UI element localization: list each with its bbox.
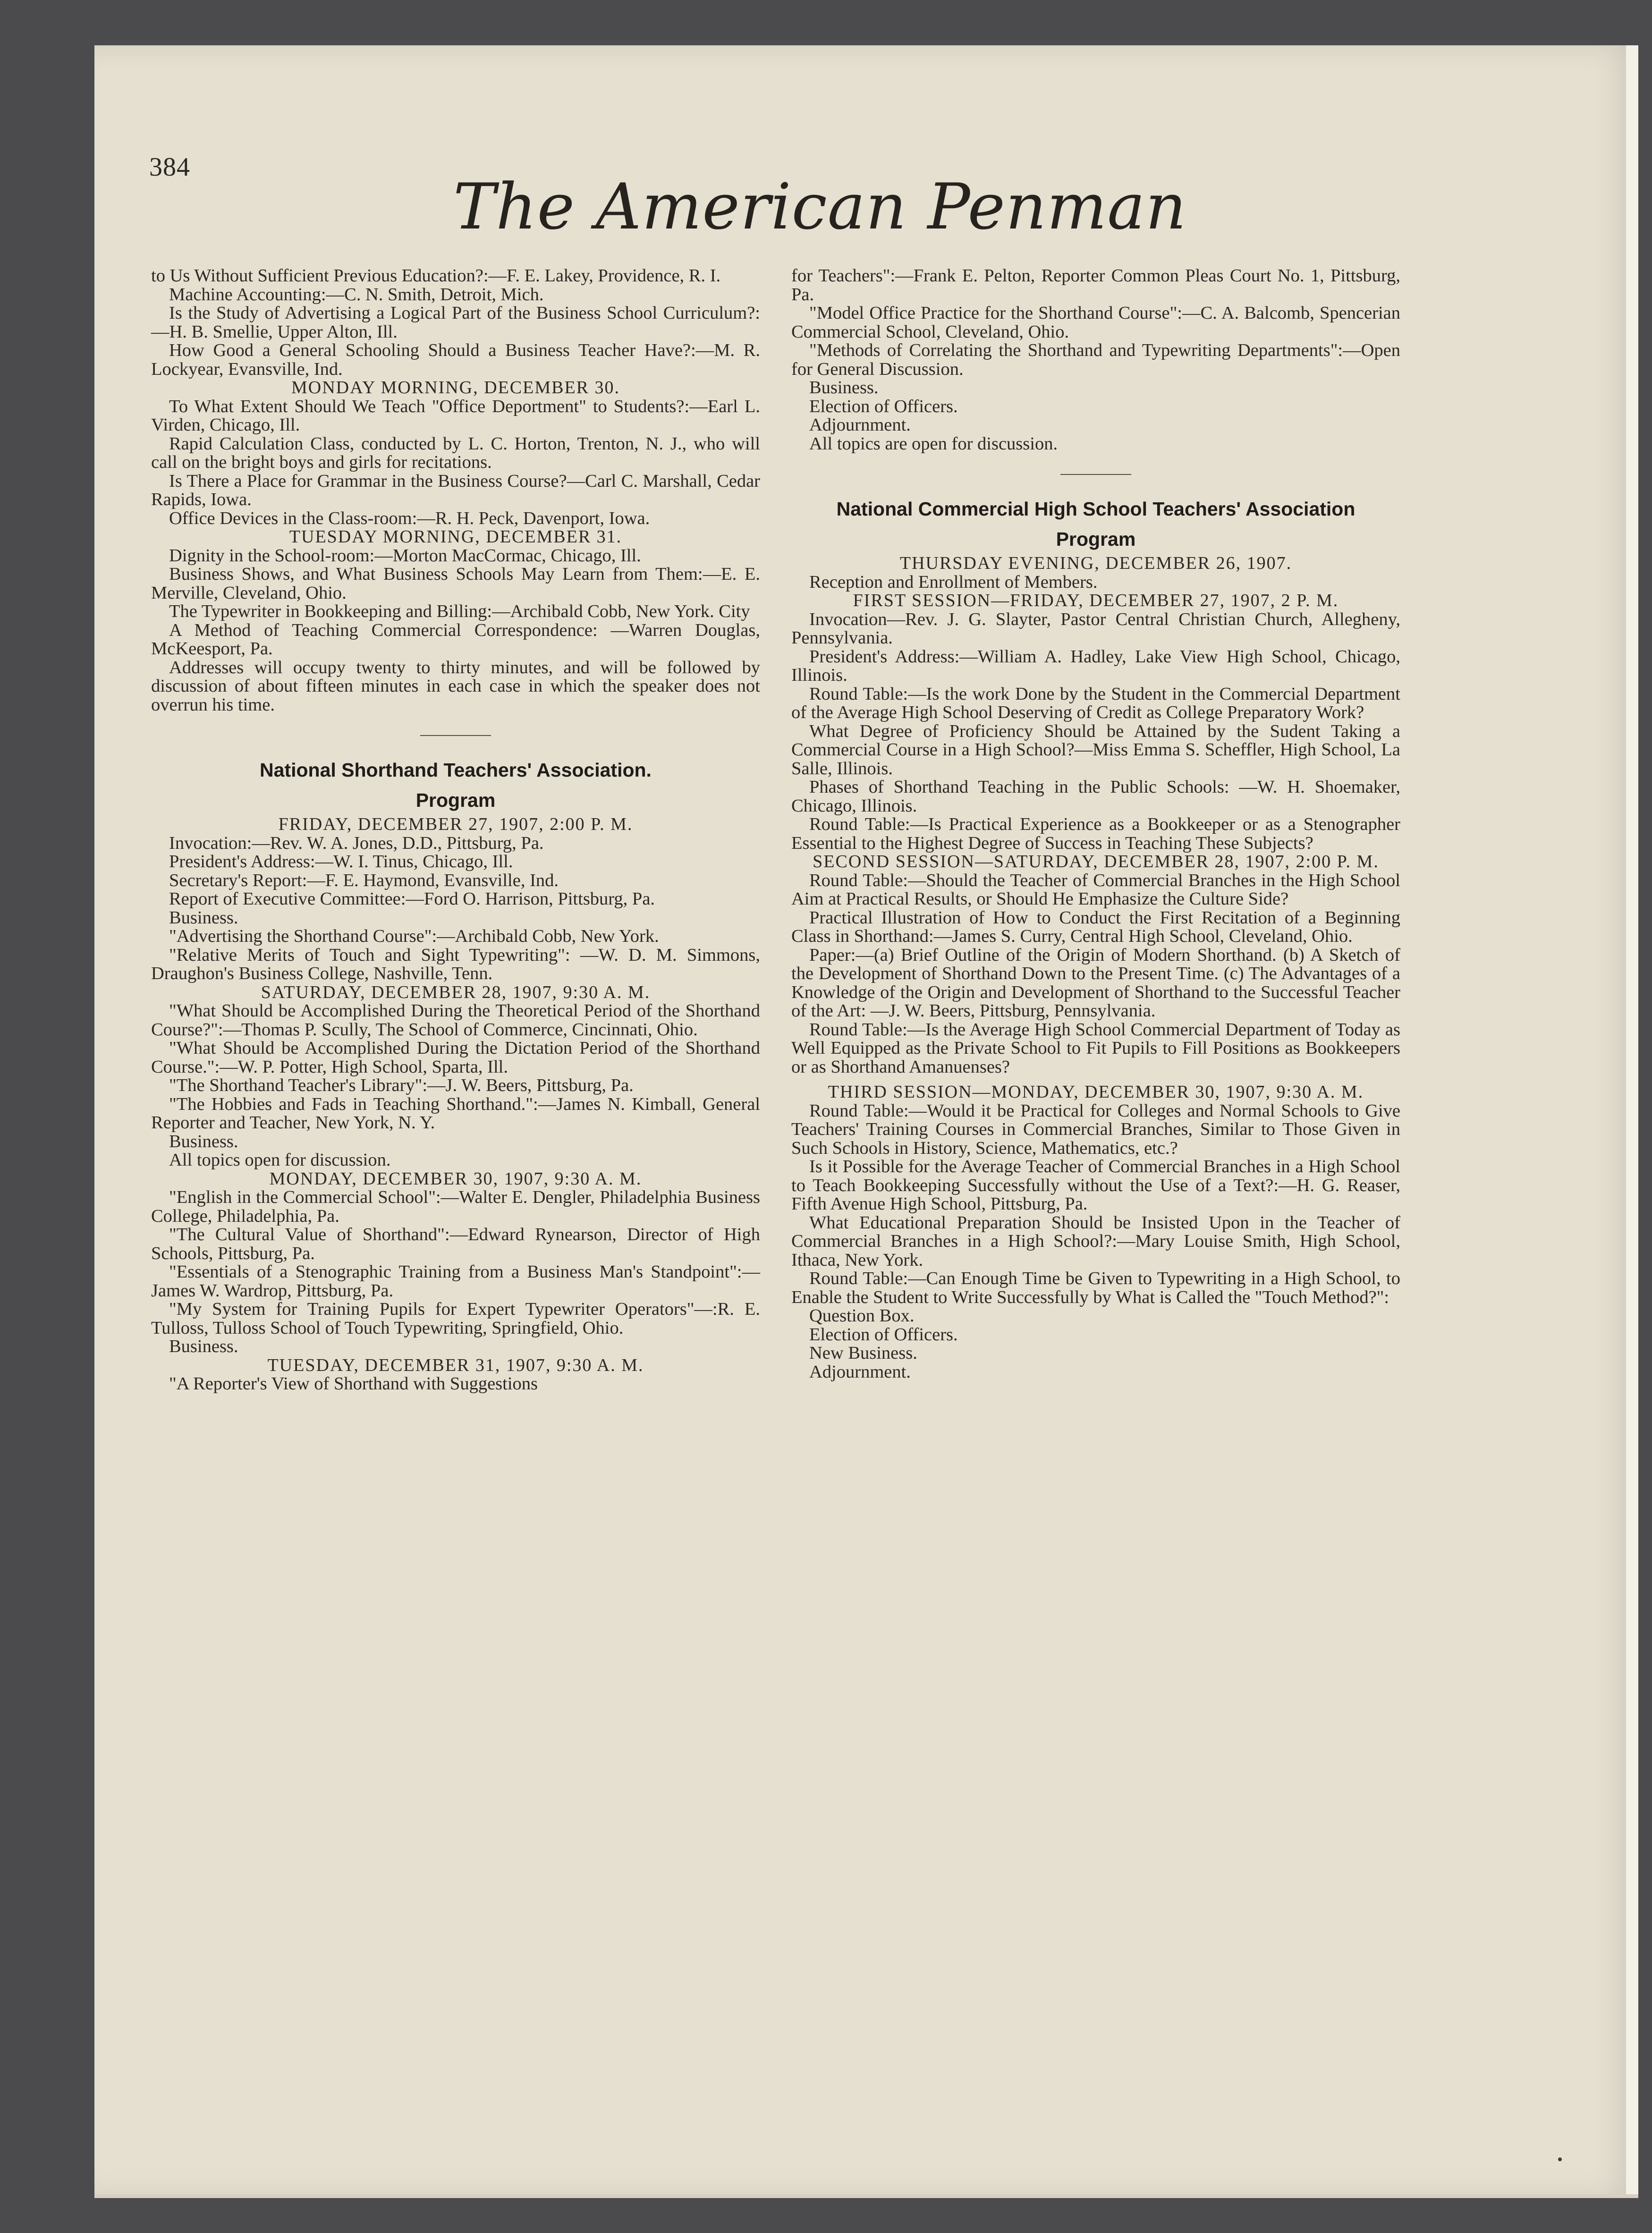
paragraph: All topics open for discussion. <box>169 1150 391 1170</box>
paragraph: Round Table:—Would it be Practical for Colleges and Normal Schools to Give Teachers' Training Courses in Commercial Branches, Similar to Those Given in Such Schools in History, Science, Mathematics, etc.? <box>791 1100 1400 1158</box>
day-heading: THURSDAY EVENING, DECEMBER 26, 1907. <box>899 553 1292 573</box>
paragraph: "What Should be Accomplished During the Dictation Period of the Shorthand Course.":—W. P. Potter, High School, Sparta, Ill. <box>151 1038 760 1077</box>
paragraph: Round Table:—Can Enough Time be Given to Typewriting in a High School, to Enable the Student to Write Successfully by What is Called the "Touch Method?": <box>791 1269 1400 1307</box>
page-bottom-edge <box>94 2194 1638 2198</box>
paragraph: President's Address:—William A. Hadley, Lake View High School, Chicago, Illinois. <box>791 646 1400 685</box>
ink-speck <box>1558 2157 1562 2161</box>
agenda-item: New Business. <box>809 1343 917 1363</box>
paragraph: Practical Illustration of How to Conduct the First Recitation of a Beginning Class in Shorthand:—James S. Curry, Central High School, Cleveland, Ohio. <box>791 907 1400 946</box>
paragraph: Business. <box>169 1131 238 1151</box>
left-column <box>151 267 760 1394</box>
paragraph: Report of Executive Committee:—Ford O. Harrison, Pittsburg, Pa. <box>169 889 655 909</box>
paragraph: Round Table:—Is the Average High School Commercial Department of Today as Well Equipped as the Private School to Fit Pupils to Fill Positions as Bookkeepers or as Shorthand Amanuenses? <box>791 1019 1400 1077</box>
section-divider <box>420 735 491 736</box>
paragraph: Rapid Calculation Class, conducted by L. C. Horton, Trenton, N. J., who will call on the bright boys and girls for recitations. <box>151 433 760 472</box>
day-heading: TUESDAY MORNING, DECEMBER 31. <box>289 527 622 547</box>
paragraph: "Methods of Correlating the Shorthand and Typewriting Departments":—Open for General Discussion. <box>791 340 1400 379</box>
section-subtitle: Program <box>415 789 496 811</box>
paragraph: Machine Accounting:—C. N. Smith, Detroit, Mich. <box>169 284 544 304</box>
day-heading: MONDAY, DECEMBER 30, 1907, 9:30 A. M. <box>269 1168 642 1189</box>
paragraph: "Essentials of a Stenographic Training from a Business Man's Standpoint":—James W. Wardrop, Pittsburg, Pa. <box>151 1262 760 1301</box>
paragraph: Addresses will occupy twenty to thirty minutes, and will be followed by discussion of about fifteen minutes in each case in which the speaker does not overrun his time. <box>151 657 760 715</box>
section-title: National Commercial High School Teachers' Association <box>836 498 1355 520</box>
session-heading: SECOND SESSION—SATURDAY, DECEMBER 28, 1907, 2:00 P. M. <box>813 852 1379 871</box>
paragraph: Business. <box>169 907 238 928</box>
paragraph: The Typewriter in Bookkeeping and Billing:—Archibald Cobb, New York. City <box>169 601 750 621</box>
agenda-item: Election of Officers. <box>809 1324 958 1345</box>
paragraph: "A Reporter's View of Shorthand with Suggestions <box>169 1374 538 1394</box>
paragraph: A Method of Teaching Commercial Correspondence: —Warren Douglas, McKeesport, Pa. <box>151 620 760 659</box>
paragraph: What Degree of Proficiency Should be Attained by the Sudent Taking a Commercial Course in a High School?—Miss Emma S. Scheffler, High School, La Salle, Illinois. <box>791 721 1400 778</box>
page-number: 384 <box>149 152 190 182</box>
agenda-item: Question Box. <box>809 1306 915 1326</box>
paragraph: Dignity in the School-room:—Morton MacCormac, Chicago, Ill. <box>169 545 641 566</box>
section-divider <box>1060 474 1131 475</box>
paragraph: "The Shorthand Teacher's Library":—J. W. Beers, Pittsburg, Pa. <box>169 1075 634 1095</box>
paragraph: Round Table:—Is the work Done by the Student in the Commercial Department of the Average High School Deserving of Credit as College Preparatory Work? <box>791 684 1400 722</box>
paragraph: "Model Office Practice for the Shorthand Course":—C. A. Balcomb, Spencerian Commercial School, Cleveland, Ohio. <box>791 303 1400 342</box>
paragraph: to Us Without Sufficient Previous Education?:—F. E. Lakey, Providence, R. I. <box>151 266 721 286</box>
page-edge <box>1626 45 1638 2198</box>
paragraph: "English in the Commercial School":—Walter E. Dengler, Philadelphia Business College, Philadelphia, Pa. <box>151 1187 760 1226</box>
paragraph: "The Cultural Value of Shorthand":—Edward Rynearson, Director of High Schools, Pittsburg, Pa. <box>151 1225 760 1263</box>
agenda-item: All topics are open for discussion. <box>809 433 1058 454</box>
paragraph: Round Table:—Is Practical Experience as a Bookkeeper or as a Stenographer Essential to the Highest Degree of Success in Teaching These Subjects? <box>791 814 1400 853</box>
paragraph: Is the Study of Advertising a Logical Part of the Business School Curriculum?:—H. B. Smellie, Upper Alton, Ill. <box>151 303 760 342</box>
paragraph: What Educational Preparation Should be Insisted Upon in the Teacher of Commercial Branches in a High School?:—Mary Louise Smith, High School, Ithaca, New York. <box>791 1212 1400 1270</box>
session-heading: THIRD SESSION—MONDAY, DECEMBER 30, 1907, 9:30 A. M. <box>828 1082 1364 1102</box>
masthead-logo: The American Penman <box>453 170 1187 244</box>
paragraph: Paper:—(a) Brief Outline of the Origin of Modern Shorthand. (b) A Sketch of the Development of Shorthand Down to the Present Time. (c) The Advantages of a Knowledge of the Origin and Development of Shorthand to the Successful Teacher of the Art: —J. W. Beers, Pittsburg, Pennsylvania. <box>791 945 1400 1021</box>
paragraph: To What Extent Should We Teach "Office Deportment" to Students?:—Earl L. Virden, Chicago, Ill. <box>151 396 760 435</box>
agenda-item: Adjournment. <box>809 1362 911 1382</box>
paragraph: Round Table:—Should the Teacher of Commercial Branches in the High School Aim at Practical Results, or Should He Emphasize the Culture Side? <box>791 870 1400 909</box>
paragraph: Business. <box>169 1336 238 1356</box>
paragraph: Office Devices in the Class-room:—R. H. Peck, Davenport, Iowa. <box>169 508 650 528</box>
day-heading: MONDAY MORNING, DECEMBER 30. <box>291 378 620 398</box>
day-heading: TUESDAY, DECEMBER 31, 1907, 9:30 A. M. <box>267 1355 644 1375</box>
paragraph: for Teachers":—Frank E. Pelton, Reporter Common Pleas Court No. 1, Pittsburg, Pa. <box>791 266 1400 304</box>
day-heading: FRIDAY, DECEMBER 27, 1907, 2:00 P. M. <box>278 814 633 834</box>
agenda-item: Business. <box>809 378 879 398</box>
paragraph: Phases of Shorthand Teaching in the Public Schools: —W. H. Shoemaker, Chicago, Illinois. <box>791 777 1400 816</box>
paragraph: "The Hobbies and Fads in Teaching Shorthand.":—James N. Kimball, General Reporter and Teacher, New York, N. Y. <box>151 1094 760 1133</box>
agenda-item: Adjournment. <box>809 415 911 435</box>
paragraph: President's Address:—W. I. Tinus, Chicago, Ill. <box>169 852 513 871</box>
right-column <box>791 267 1400 1381</box>
paragraph: Business Shows, and What Business Schools May Learn from Them:—E. E. Merville, Cleveland, Ohio. <box>151 564 760 603</box>
paragraph: How Good a General Schooling Should a Business Teacher Have?:—M. R. Lockyear, Evansville, Ind. <box>151 340 760 379</box>
session-heading: FIRST SESSION—FRIDAY, DECEMBER 27, 1907, 2 P. M. <box>853 591 1339 610</box>
section-subtitle: Program <box>1056 528 1136 550</box>
paragraph: "Relative Merits of Touch and Sight Typewriting": —W. D. M. Simmons, Draughon's Business College, Nashville, Tenn. <box>151 945 760 983</box>
paragraph: Reception and Enrollment of Members. <box>809 572 1098 592</box>
day-heading: SATURDAY, DECEMBER 28, 1907, 9:30 A. M. <box>261 982 651 1002</box>
paragraph: "What Should be Accomplished During the Theoretical Period of the Shorthand Course?":—Thomas P. Scully, The School of Commerce, Cincinnati, Ohio. <box>151 1001 760 1040</box>
paragraph: Is There a Place for Grammar in the Business Course?—Carl C. Marshall, Cedar Rapids, Iowa. <box>151 471 760 509</box>
paragraph: Is it Possible for the Average Teacher of Commercial Branches in a High School to Teach Bookkeeping Successfully without the Use of a Text?:—H. G. Reaser, Fifth Avenue High School, Pittsburg, Pa. <box>791 1157 1400 1214</box>
section-title: National Shorthand Teachers' Association. <box>260 759 652 781</box>
paragraph: "Advertising the Shorthand Course":—Archibald Cobb, New York. <box>169 926 659 946</box>
paragraph: Invocation:—Rev. W. A. Jones, D.D., Pittsburg, Pa. <box>169 833 544 853</box>
agenda-item: Election of Officers. <box>809 396 958 416</box>
paragraph: Secretary's Report:—F. E. Haymond, Evansville, Ind. <box>169 870 559 890</box>
paragraph: "My System for Training Pupils for Expert Typewriter Operators"—:R. E. Tulloss, Tulloss School of Touch Typewriting, Springfield, Ohio. <box>151 1299 760 1338</box>
paragraph: Invocation—Rev. J. G. Slayter, Pastor Central Christian Church, Allegheny, Pennsylvania. <box>791 609 1400 648</box>
